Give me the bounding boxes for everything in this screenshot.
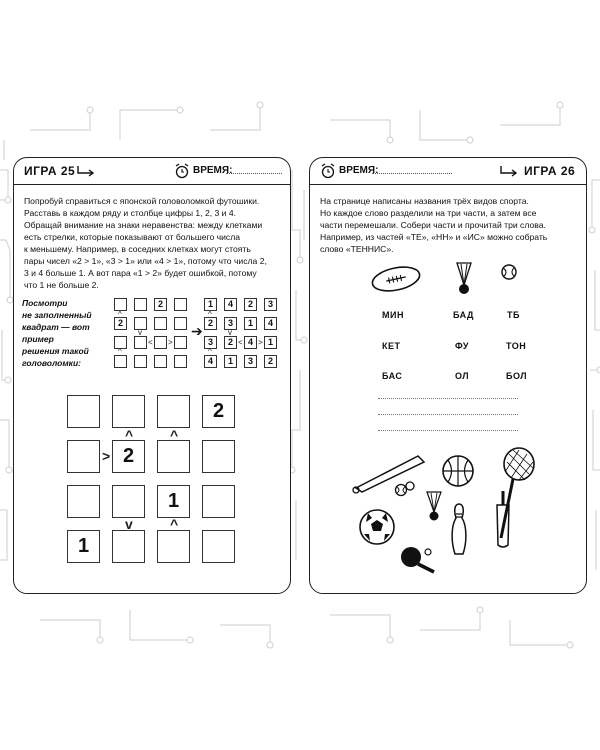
bowling-pin-icon: [447, 502, 471, 556]
inequality-down: v: [125, 516, 133, 532]
puzzle-cell[interactable]: [202, 440, 235, 473]
inequality-right: >: [168, 338, 173, 347]
puzzle-cell[interactable]: 1: [157, 485, 190, 518]
inequality-down: v: [138, 328, 142, 337]
example-cell: 2: [264, 355, 277, 368]
baseball-bat-icon: [348, 450, 428, 494]
tennis-ball-icon: [500, 263, 518, 281]
game-25-instructions: Попробуй справиться с японской головоломкой футошики. Расставь в каждом ряду и столбце цифры 1, 2, 3 и 4. Обращай внимание на знаки неравенства: между клетками есть стрелки, которые показывают от большего числа к меньшему. Например, в соседних клетках могут стоять пары чисел «2 > 1», «3 > 1» или «4 > 1», потому что числа 2, 3 и 4 больше 1. А вот пара «1 > 2» будет ошибкой, потому что 1 не больше 2.: [24, 196, 267, 290]
puzzle-cell[interactable]: [202, 485, 235, 518]
example-cell: 2: [114, 317, 127, 330]
soccer-ball-icon: [358, 508, 396, 546]
right-page: [309, 157, 587, 594]
example-cell: 4: [264, 317, 277, 330]
puzzle-cell[interactable]: [67, 440, 100, 473]
syllable: ОЛ: [455, 371, 470, 381]
example-cell: 1: [204, 298, 217, 311]
shuttlecock-icon: [424, 490, 444, 522]
inequality-up: ^: [208, 347, 212, 356]
answer-line-1[interactable]: [378, 398, 518, 399]
alarm-clock-icon: [174, 163, 190, 179]
example-cell: [134, 298, 147, 311]
example-cell: 3: [224, 317, 237, 330]
puzzle-cell[interactable]: 1: [67, 530, 100, 563]
inequality-left: <: [238, 338, 243, 347]
inequality-right: >: [258, 338, 263, 347]
cricket-bat-icon: [491, 489, 515, 549]
rugby-ball-icon: [368, 263, 424, 295]
alarm-clock-icon: [320, 163, 336, 179]
syllable: БАД: [453, 310, 474, 320]
puzzle-cell[interactable]: 2: [112, 440, 145, 473]
syllable: МИН: [382, 310, 404, 320]
example-cell: [154, 336, 167, 349]
syllable: БОЛ: [506, 371, 528, 381]
game-26-label: ИГРА 26: [524, 164, 576, 178]
example-cell: 3: [244, 355, 257, 368]
example-cell: [134, 336, 147, 349]
example-cell: [174, 298, 187, 311]
inequality-right: >: [102, 448, 111, 464]
puzzle-cell[interactable]: [112, 530, 145, 563]
shuttlecock-icon: [453, 261, 475, 297]
small-ball-icon: [394, 483, 408, 497]
example-cell: [174, 355, 187, 368]
syllable: ТБ: [507, 310, 520, 320]
inequality-up: ^: [170, 516, 179, 532]
puzzle-cell[interactable]: [202, 530, 235, 563]
puzzle-cell[interactable]: [112, 485, 145, 518]
time-input-line[interactable]: [226, 173, 282, 174]
answer-line-3[interactable]: [378, 430, 518, 431]
example-cell: 4: [244, 336, 257, 349]
inequality-up: ^: [118, 347, 122, 356]
left-page-header: [14, 158, 290, 185]
example-cell: 3: [264, 298, 277, 311]
example-cell: [154, 355, 167, 368]
basketball-icon: [441, 454, 475, 488]
syllable: КЕТ: [382, 341, 401, 351]
right-page-header: [310, 158, 586, 185]
inequality-left: <: [148, 338, 153, 347]
syllable: ФУ: [455, 341, 469, 351]
time-label: ВРЕМЯ:: [193, 165, 233, 176]
example-cell: [134, 355, 147, 368]
inequality-up: ^: [208, 310, 212, 319]
example-cell: 2: [204, 317, 217, 330]
puzzle-cell[interactable]: [157, 530, 190, 563]
syllable: ТОН: [506, 341, 527, 351]
example-cell: 3: [204, 336, 217, 349]
example-cell: 4: [204, 355, 217, 368]
puzzle-cell[interactable]: 2: [202, 395, 235, 428]
left-page: [13, 157, 291, 594]
game-26-instructions: На странице написаны названия трёх видов спорта. Но каждое слово разделили на три части, а затем все части перемешали. Собери части и прочитай три слова. Например, из частей «ТЕ», «НН» и «ИС» можно собрать слово «ТЕННИС».: [320, 196, 548, 254]
answer-line-2[interactable]: [378, 414, 518, 415]
arrow-down-right-icon: [500, 165, 518, 177]
puzzle-cell[interactable]: [157, 440, 190, 473]
example-cell: 1: [244, 317, 257, 330]
example-cell: 1: [264, 336, 277, 349]
example-cell: 2: [244, 298, 257, 311]
example-cell: 2: [224, 336, 237, 349]
example-cell: 1: [224, 355, 237, 368]
example-cell: 4: [224, 298, 237, 311]
example-cell: [154, 317, 167, 330]
example-cell: [174, 317, 187, 330]
inequality-down: v: [228, 328, 232, 337]
time-input-line[interactable]: [372, 173, 452, 174]
puzzle-cell[interactable]: [67, 395, 100, 428]
inequality-up: ^: [170, 427, 179, 443]
game-25-label: ИГРА 25: [24, 164, 76, 178]
example-arrow-icon: ➔: [191, 323, 203, 339]
example-cell: [114, 355, 127, 368]
inequality-up: ^: [118, 310, 122, 319]
puzzle-cell[interactable]: [157, 395, 190, 428]
puzzle-cell[interactable]: [112, 395, 145, 428]
time-label: ВРЕМЯ:: [339, 165, 379, 176]
example-hint: Посмотри не заполненный квадрат — вот пример решения такой головоломки:: [22, 298, 92, 368]
syllable: БАС: [382, 371, 403, 381]
puzzle-cell[interactable]: [67, 485, 100, 518]
example-cell: 2: [154, 298, 167, 311]
inequality-up: ^: [125, 427, 134, 443]
example-cell: [174, 336, 187, 349]
ping-pong-paddle-icon: [398, 544, 438, 576]
arrow-down-right-icon: [77, 165, 95, 177]
